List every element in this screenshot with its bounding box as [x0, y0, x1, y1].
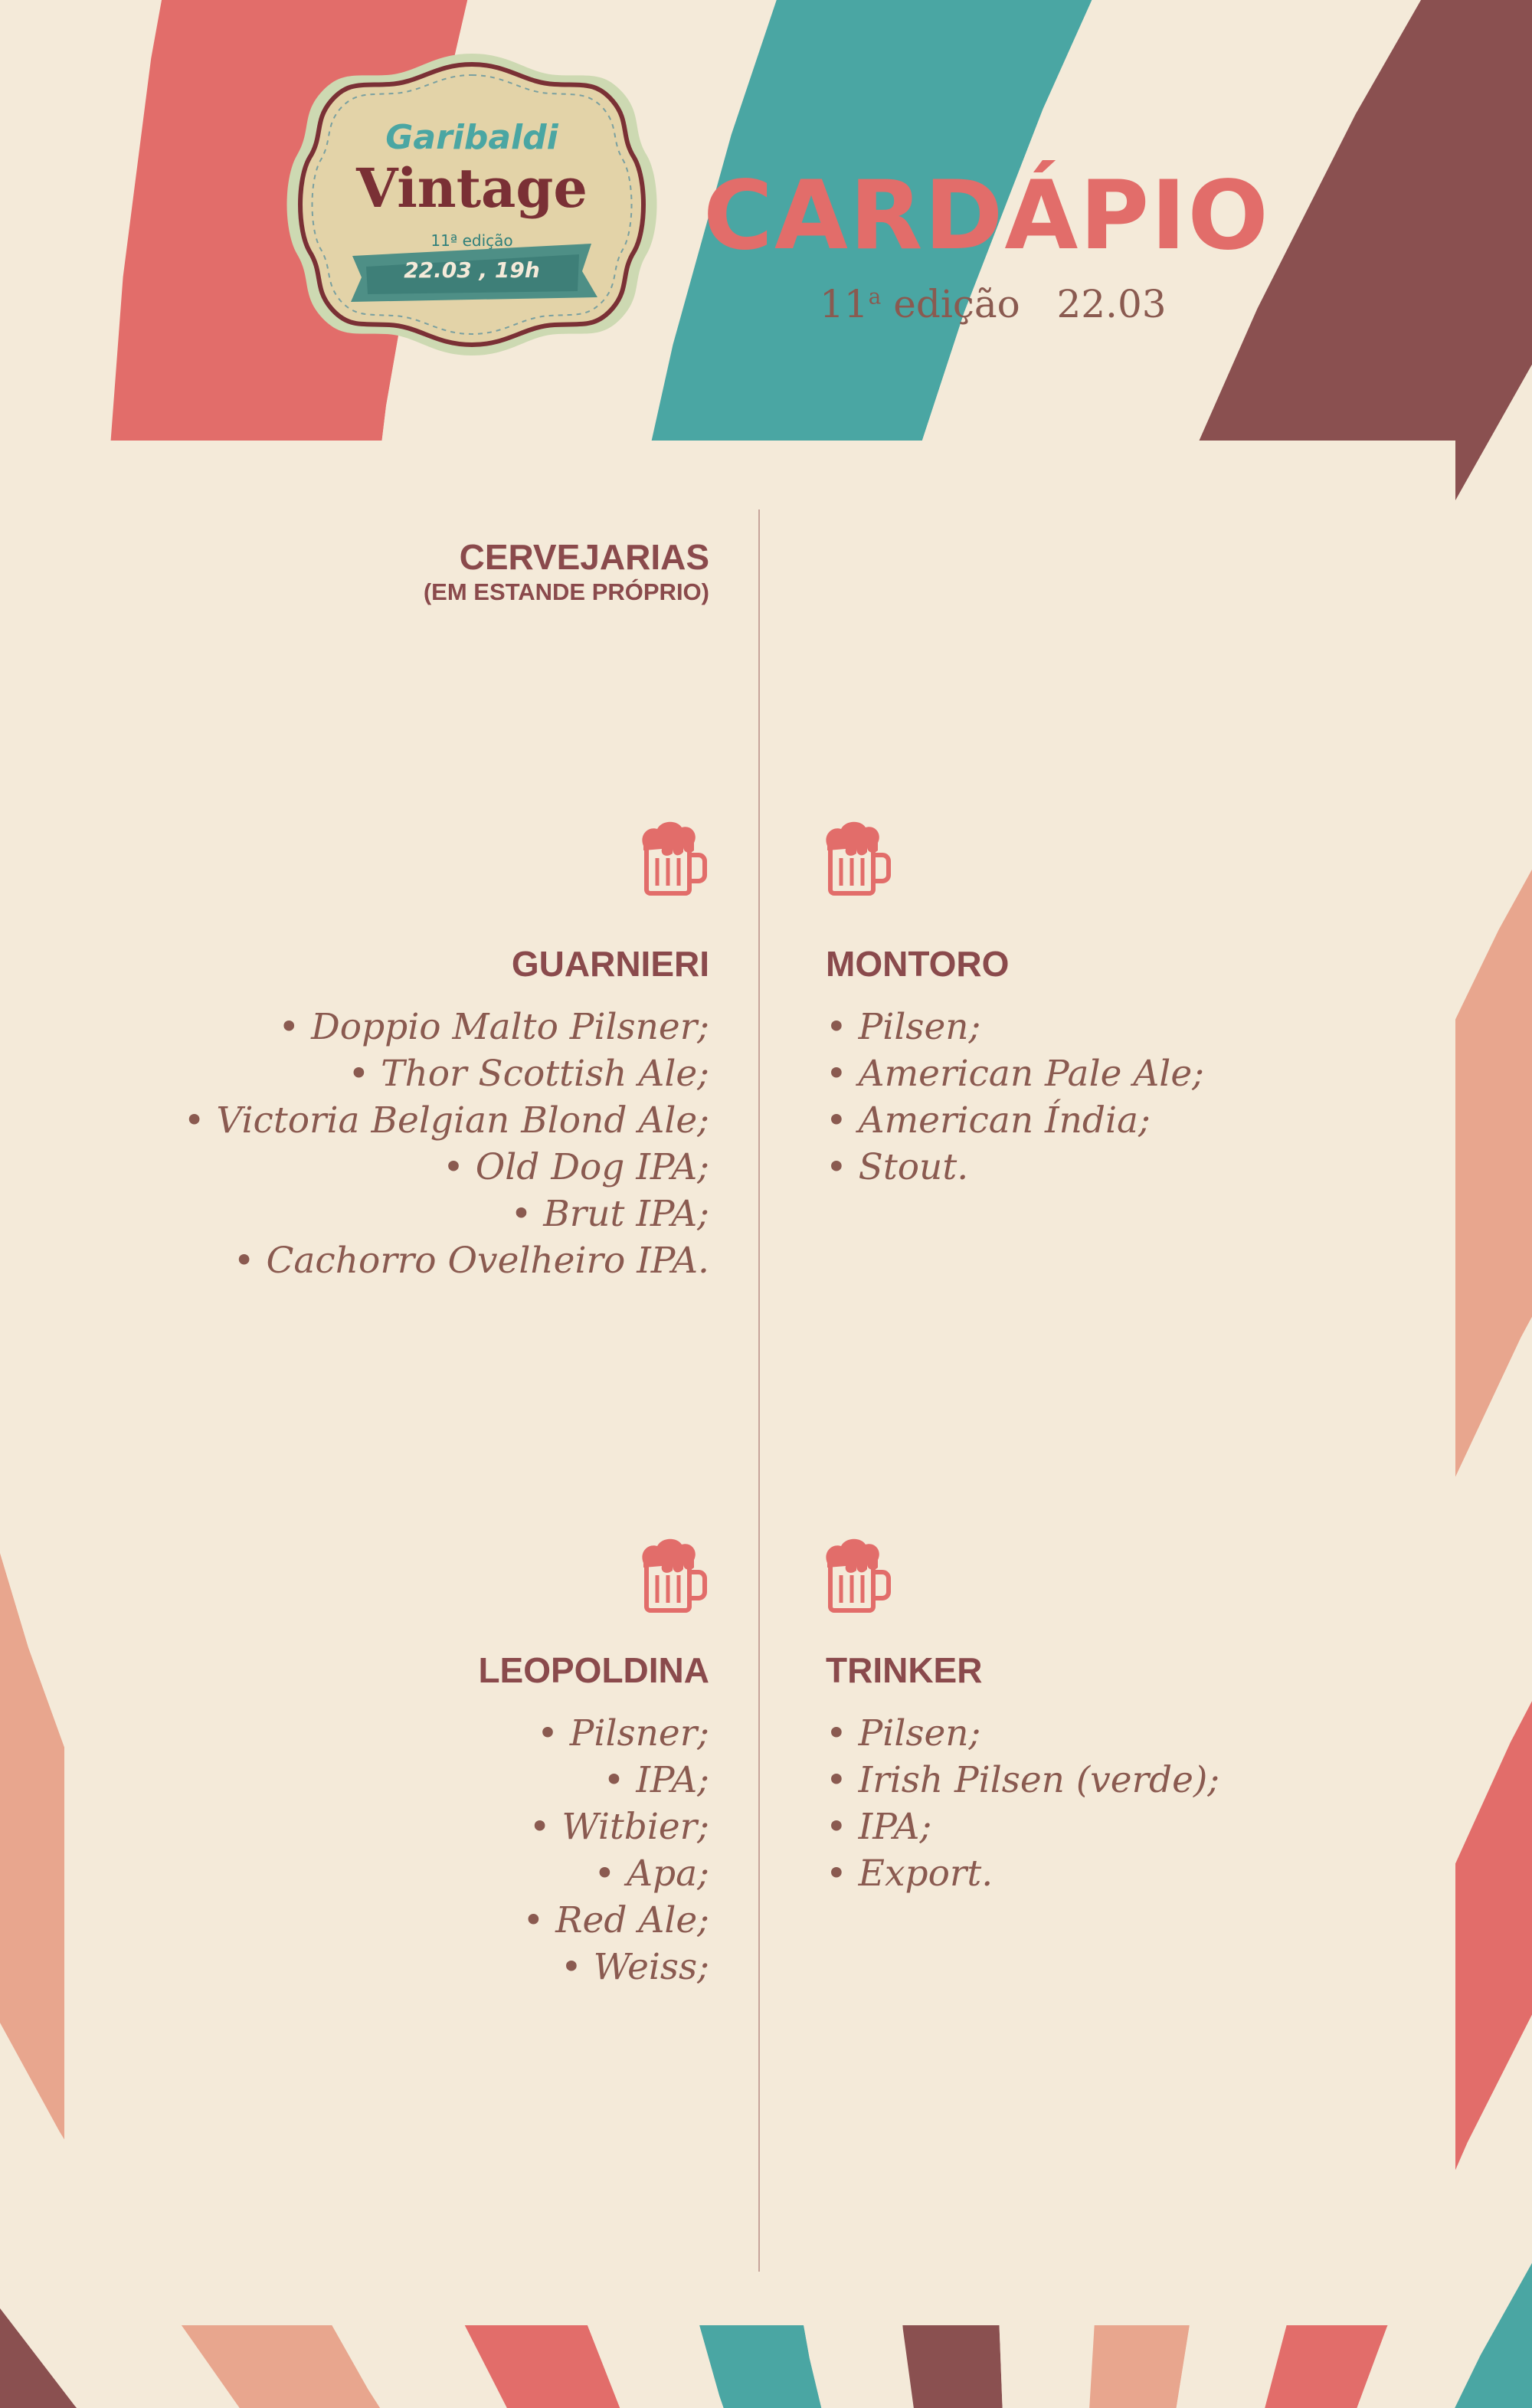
beer-item: • Red Ale;: [522, 1899, 709, 1941]
beer-list: [173, 1004, 709, 1284]
page-subtitle: [820, 282, 1279, 326]
beer-item: • IPA;: [603, 1759, 709, 1801]
edition-suffix: a: [868, 283, 882, 310]
section-title: CERVEJARIAS: [459, 537, 709, 577]
beer-item: • Witbier;: [529, 1806, 709, 1848]
brewery-name: TRINKER: [826, 1650, 983, 1690]
beer-list: [173, 1710, 709, 1990]
edition-date: 22.03: [1056, 282, 1167, 326]
beer-item: • Stout.: [826, 1146, 969, 1188]
badge-brand: Garibaldi: [385, 118, 558, 157]
beer-item: • Irish Pilsen (verde);: [826, 1759, 1220, 1801]
event-badge: [282, 48, 662, 362]
beer-item: • American Índia;: [826, 1099, 1151, 1142]
brewery-name: MONTORO: [826, 944, 1010, 984]
badge-edition: 11ª edição: [430, 231, 513, 250]
edition-number: 11: [820, 282, 869, 326]
beer-list: [826, 1710, 1362, 1897]
brewery-name: GUARNIERI: [511, 944, 709, 984]
badge-title: Vintage: [356, 156, 588, 220]
beer-item: • Old Dog IPA;: [443, 1146, 709, 1188]
beer-mug-icon: [639, 820, 709, 898]
section-subtitle: (EM ESTANDE PRÓPRIO): [423, 578, 709, 605]
beer-item: • Cachorro Ovelheiro IPA.: [233, 1240, 709, 1282]
beer-item: • IPA;: [826, 1806, 932, 1848]
beer-list: [826, 1004, 1362, 1191]
page-title: CARDÁPIO: [703, 161, 1270, 271]
beer-item: • Apa;: [594, 1853, 709, 1895]
beer-item: • Pilsen;: [826, 1006, 981, 1048]
beer-item: • Thor Scottish Ale;: [348, 1053, 709, 1095]
beer-mug-icon: [823, 1537, 893, 1615]
brewery-guarnieri: [173, 942, 709, 1284]
column-divider: [758, 509, 760, 2272]
beer-item: • Victoria Belgian Blond Ale;: [183, 1099, 709, 1142]
beer-item: • Export.: [826, 1853, 994, 1895]
brewery-montoro: [826, 942, 1362, 1191]
edition-word: edição: [893, 282, 1020, 326]
badge-date-time: 22.03 , 19h: [404, 257, 540, 283]
menu-card: [64, 441, 1455, 2325]
brewery-leopoldina: [173, 1649, 709, 1990]
beer-item: • Brut IPA;: [510, 1193, 709, 1235]
beer-item: • Pilsner;: [537, 1712, 709, 1754]
beer-item: • Weiss;: [560, 1946, 709, 1988]
beer-item: • Pilsen;: [826, 1712, 981, 1754]
beer-mug-icon: [639, 1537, 709, 1615]
beer-item: • Doppio Malto Pilsner;: [278, 1006, 709, 1048]
brewery-name: LEOPOLDINA: [478, 1650, 709, 1690]
beer-mug-icon: [823, 820, 893, 898]
brewery-trinker: [826, 1649, 1362, 1897]
beer-item: • American Pale Ale;: [826, 1053, 1204, 1095]
